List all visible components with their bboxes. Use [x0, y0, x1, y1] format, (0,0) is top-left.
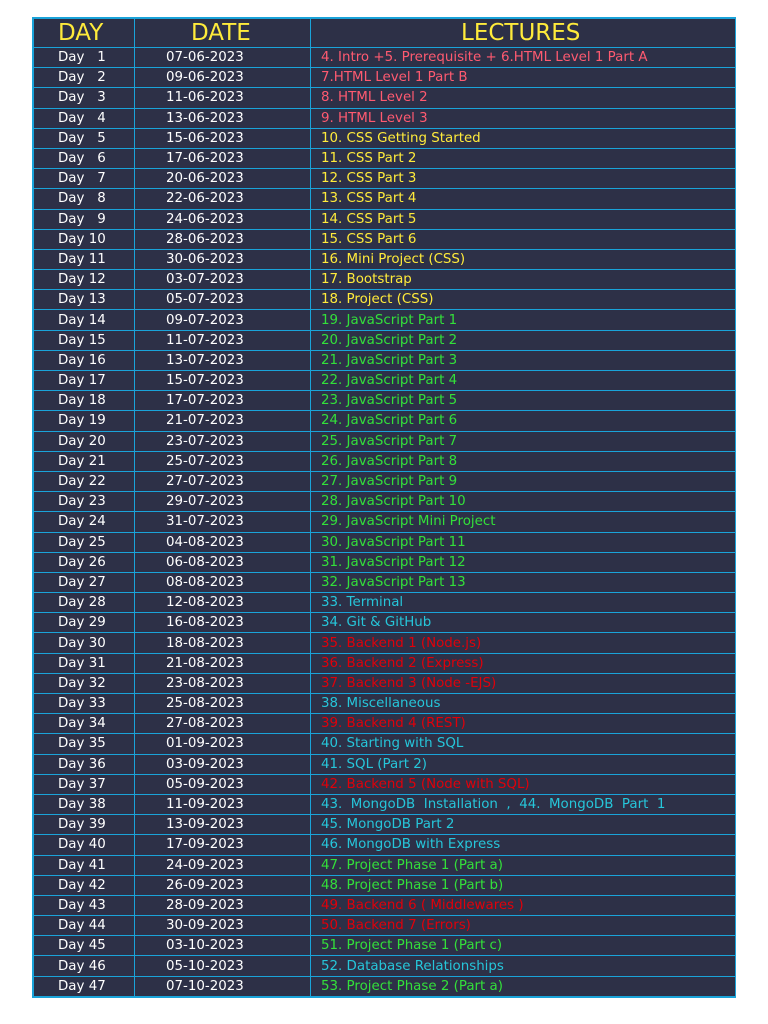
date-cell: 25-08-2023: [135, 694, 311, 714]
lecture-cell: 24. JavaScript Part 6: [311, 411, 736, 431]
table-row: [34, 189, 736, 209]
date-cell: 03-09-2023: [135, 754, 311, 774]
table-row: [34, 229, 736, 249]
lecture-cell: 53. Project Phase 2 (Part a): [311, 976, 736, 996]
day-cell: Day 12: [34, 270, 135, 290]
table-row: [34, 673, 736, 693]
date-cell: 27-08-2023: [135, 714, 311, 734]
date-cell: 17-09-2023: [135, 835, 311, 855]
lecture-cell: 35. Backend 1 (Node.js): [311, 633, 736, 653]
lecture-cell: 38. Miscellaneous: [311, 694, 736, 714]
day-cell: Day 40: [34, 835, 135, 855]
date-cell: 29-07-2023: [135, 492, 311, 512]
table-row: [34, 411, 736, 431]
day-cell: Day 20: [34, 431, 135, 451]
table-row: [34, 552, 736, 572]
header-row: [34, 19, 736, 48]
day-cell: Day 44: [34, 916, 135, 936]
table-row: [34, 350, 736, 370]
lecture-cell: 48. Project Phase 1 (Part b): [311, 875, 736, 895]
table-row: [34, 694, 736, 714]
date-cell: 05-09-2023: [135, 774, 311, 794]
table-row: [34, 572, 736, 592]
date-cell: 24-09-2023: [135, 855, 311, 875]
day-cell: Day 26: [34, 552, 135, 572]
table-row: [34, 169, 736, 189]
table-row: [34, 108, 736, 128]
date-cell: 21-07-2023: [135, 411, 311, 431]
table-row: [34, 68, 736, 88]
table-row: [34, 330, 736, 350]
day-cell: Day 47: [34, 976, 135, 996]
date-cell: 26-09-2023: [135, 875, 311, 895]
day-cell: Day 18: [34, 391, 135, 411]
table-row: [34, 653, 736, 673]
date-cell: 28-06-2023: [135, 229, 311, 249]
schedule-sheet: [32, 17, 736, 998]
table-row: [34, 512, 736, 532]
day-cell: Day 32: [34, 673, 135, 693]
lecture-cell: 28. JavaScript Part 10: [311, 492, 736, 512]
schedule-body: [34, 48, 736, 997]
table-row: [34, 391, 736, 411]
lecture-cell: 14. CSS Part 5: [311, 209, 736, 229]
date-cell: 30-06-2023: [135, 249, 311, 269]
day-cell: Day 42: [34, 875, 135, 895]
table-row: [34, 48, 736, 68]
table-row: [34, 815, 736, 835]
date-cell: 31-07-2023: [135, 512, 311, 532]
date-cell: 17-07-2023: [135, 391, 311, 411]
date-cell: 30-09-2023: [135, 916, 311, 936]
day-cell: Day 16: [34, 350, 135, 370]
lecture-cell: 29. JavaScript Mini Project: [311, 512, 736, 532]
table-row: [34, 249, 736, 269]
lecture-cell: 47. Project Phase 1 (Part a): [311, 855, 736, 875]
lecture-cell: 46. MongoDB with Express: [311, 835, 736, 855]
table-row: [34, 875, 736, 895]
table-row: [34, 714, 736, 734]
day-cell: Day 11: [34, 249, 135, 269]
lecture-cell: 49. Backend 6 ( Middlewares ): [311, 895, 736, 915]
date-cell: 28-09-2023: [135, 895, 311, 915]
date-cell: 16-08-2023: [135, 613, 311, 633]
date-cell: 24-06-2023: [135, 209, 311, 229]
lecture-cell: 31. JavaScript Part 12: [311, 552, 736, 572]
lecture-cell: 42. Backend 5 (Node with SQL): [311, 774, 736, 794]
day-cell: Day 14: [34, 310, 135, 330]
table-row: [34, 794, 736, 814]
lecture-cell: 30. JavaScript Part 11: [311, 532, 736, 552]
lecture-cell: 37. Backend 3 (Node -EJS): [311, 673, 736, 693]
table-row: [34, 431, 736, 451]
date-cell: 18-08-2023: [135, 633, 311, 653]
day-cell: Day 34: [34, 714, 135, 734]
lecture-cell: 18. Project (CSS): [311, 290, 736, 310]
date-cell: 15-06-2023: [135, 128, 311, 148]
day-cell: Day 31: [34, 653, 135, 673]
day-cell: Day 9: [34, 209, 135, 229]
day-cell: Day 19: [34, 411, 135, 431]
lecture-cell: 9. HTML Level 3: [311, 108, 736, 128]
table-row: [34, 128, 736, 148]
lecture-cell: 4. Intro +5. Prerequisite + 6.HTML Level 1 Part A: [311, 48, 736, 68]
table-row: [34, 734, 736, 754]
day-cell: Day 36: [34, 754, 135, 774]
day-cell: Day 41: [34, 855, 135, 875]
header-lectures: LECTURES: [311, 19, 736, 48]
table-row: [34, 633, 736, 653]
date-cell: 17-06-2023: [135, 148, 311, 168]
lecture-cell: 39. Backend 4 (REST): [311, 714, 736, 734]
date-cell: 11-09-2023: [135, 794, 311, 814]
date-cell: 13-09-2023: [135, 815, 311, 835]
table-row: [34, 88, 736, 108]
date-cell: 20-06-2023: [135, 169, 311, 189]
date-cell: 11-07-2023: [135, 330, 311, 350]
date-cell: 27-07-2023: [135, 471, 311, 491]
day-cell: Day 4: [34, 108, 135, 128]
date-cell: 12-08-2023: [135, 593, 311, 613]
day-cell: Day 39: [34, 815, 135, 835]
table-row: [34, 774, 736, 794]
header-date: DATE: [135, 19, 311, 48]
lecture-cell: 33. Terminal: [311, 593, 736, 613]
table-row: [34, 613, 736, 633]
lecture-cell: 19. JavaScript Part 1: [311, 310, 736, 330]
table-row: [34, 148, 736, 168]
date-cell: 09-07-2023: [135, 310, 311, 330]
day-cell: Day 30: [34, 633, 135, 653]
day-cell: Day 13: [34, 290, 135, 310]
day-cell: Day 15: [34, 330, 135, 350]
lecture-cell: 12. CSS Part 3: [311, 169, 736, 189]
date-cell: 21-08-2023: [135, 653, 311, 673]
day-cell: Day 10: [34, 229, 135, 249]
table-row: [34, 956, 736, 976]
date-cell: 13-06-2023: [135, 108, 311, 128]
day-cell: Day 38: [34, 794, 135, 814]
lecture-cell: 43. MongoDB Installation , 44. MongoDB Part 1: [311, 794, 736, 814]
date-cell: 05-10-2023: [135, 956, 311, 976]
day-cell: Day 8: [34, 189, 135, 209]
date-cell: 23-07-2023: [135, 431, 311, 451]
date-cell: 09-06-2023: [135, 68, 311, 88]
lecture-cell: 21. JavaScript Part 3: [311, 350, 736, 370]
lecture-cell: 45. MongoDB Part 2: [311, 815, 736, 835]
day-cell: Day 29: [34, 613, 135, 633]
table-row: [34, 290, 736, 310]
date-cell: 05-07-2023: [135, 290, 311, 310]
table-row: [34, 835, 736, 855]
lecture-cell: 25. JavaScript Part 7: [311, 431, 736, 451]
table-row: [34, 471, 736, 491]
day-cell: Day 37: [34, 774, 135, 794]
date-cell: 08-08-2023: [135, 572, 311, 592]
date-cell: 07-06-2023: [135, 48, 311, 68]
day-cell: Day 22: [34, 471, 135, 491]
table-row: [34, 209, 736, 229]
date-cell: 04-08-2023: [135, 532, 311, 552]
lecture-cell: 32. JavaScript Part 13: [311, 572, 736, 592]
lecture-cell: 26. JavaScript Part 8: [311, 451, 736, 471]
table-row: [34, 270, 736, 290]
lecture-cell: 13. CSS Part 4: [311, 189, 736, 209]
day-cell: Day 24: [34, 512, 135, 532]
lecture-cell: 36. Backend 2 (Express): [311, 653, 736, 673]
table-row: [34, 492, 736, 512]
day-cell: Day 27: [34, 572, 135, 592]
lecture-cell: 17. Bootstrap: [311, 270, 736, 290]
date-cell: 11-06-2023: [135, 88, 311, 108]
table-row: [34, 754, 736, 774]
lecture-cell: 40. Starting with SQL: [311, 734, 736, 754]
lecture-cell: 22. JavaScript Part 4: [311, 371, 736, 391]
day-cell: Day 28: [34, 593, 135, 613]
date-cell: 25-07-2023: [135, 451, 311, 471]
day-cell: Day 2: [34, 68, 135, 88]
day-cell: Day 5: [34, 128, 135, 148]
date-cell: 15-07-2023: [135, 371, 311, 391]
date-cell: 06-08-2023: [135, 552, 311, 572]
date-cell: 23-08-2023: [135, 673, 311, 693]
table-row: [34, 936, 736, 956]
day-cell: Day 43: [34, 895, 135, 915]
lecture-cell: 41. SQL (Part 2): [311, 754, 736, 774]
date-cell: 01-09-2023: [135, 734, 311, 754]
day-cell: Day 21: [34, 451, 135, 471]
day-cell: Day 45: [34, 936, 135, 956]
lecture-cell: 7.HTML Level 1 Part B: [311, 68, 736, 88]
date-cell: 22-06-2023: [135, 189, 311, 209]
table-row: [34, 451, 736, 471]
date-cell: 03-07-2023: [135, 270, 311, 290]
date-cell: 07-10-2023: [135, 976, 311, 996]
lecture-cell: 52. Database Relationships: [311, 956, 736, 976]
schedule-table: [33, 18, 736, 997]
lecture-cell: 50. Backend 7 (Errors): [311, 916, 736, 936]
lecture-cell: 34. Git & GitHub: [311, 613, 736, 633]
day-cell: Day 6: [34, 148, 135, 168]
lecture-cell: 51. Project Phase 1 (Part c): [311, 936, 736, 956]
lecture-cell: 16. Mini Project (CSS): [311, 249, 736, 269]
lecture-cell: 10. CSS Getting Started: [311, 128, 736, 148]
lecture-cell: 20. JavaScript Part 2: [311, 330, 736, 350]
table-row: [34, 976, 736, 996]
table-row: [34, 895, 736, 915]
day-cell: Day 46: [34, 956, 135, 976]
table-row: [34, 310, 736, 330]
lecture-cell: 27. JavaScript Part 9: [311, 471, 736, 491]
table-row: [34, 371, 736, 391]
day-cell: Day 7: [34, 169, 135, 189]
day-cell: Day 23: [34, 492, 135, 512]
day-cell: Day 25: [34, 532, 135, 552]
lecture-cell: 23. JavaScript Part 5: [311, 391, 736, 411]
lecture-cell: 11. CSS Part 2: [311, 148, 736, 168]
table-row: [34, 916, 736, 936]
header-day: DAY: [34, 19, 135, 48]
day-cell: Day 1: [34, 48, 135, 68]
day-cell: Day 33: [34, 694, 135, 714]
lecture-cell: 8. HTML Level 2: [311, 88, 736, 108]
day-cell: Day 35: [34, 734, 135, 754]
lecture-cell: 15. CSS Part 6: [311, 229, 736, 249]
table-row: [34, 593, 736, 613]
date-cell: 03-10-2023: [135, 936, 311, 956]
date-cell: 13-07-2023: [135, 350, 311, 370]
table-row: [34, 855, 736, 875]
day-cell: Day 17: [34, 371, 135, 391]
table-row: [34, 532, 736, 552]
day-cell: Day 3: [34, 88, 135, 108]
